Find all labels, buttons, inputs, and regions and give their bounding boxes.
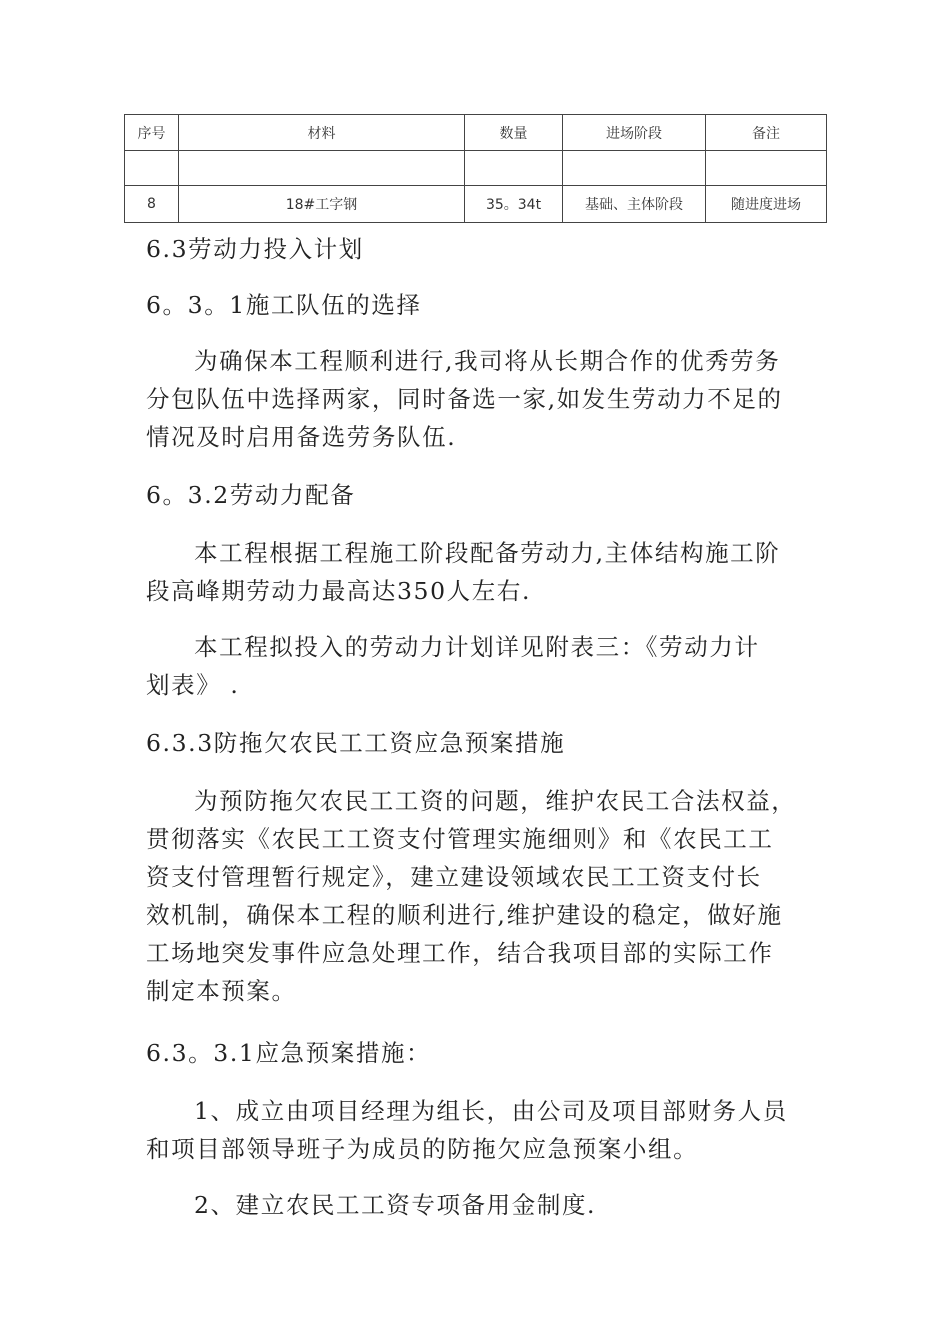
heading-6-3-1: 6。3。1施工队伍的选择: [146, 291, 422, 319]
text-line: 情况及时启用备选劳务队伍.: [146, 423, 457, 451]
materials-table: [124, 114, 827, 223]
header-remark: 备注: [706, 115, 827, 151]
text-line: 为确保本工程顺利进行,我司将从长期合作的优秀劳务: [194, 347, 781, 375]
text-line: 1、成立由项目经理为组长，由公司及项目部财务人员: [194, 1097, 788, 1125]
text-line: 和项目部领导班子为成员的防拖欠应急预案小组。: [146, 1135, 699, 1163]
text-line: 制定本预案。: [146, 977, 297, 1005]
text-line: 划表》 .: [146, 671, 240, 699]
table-cell: [179, 151, 465, 186]
header-material: 材料: [179, 115, 465, 151]
table-cell: [706, 151, 827, 186]
text-line: 资支付管理暂行规定》，建立建设领域农民工工资支付长: [146, 863, 762, 891]
paragraph-labor-plan-reference: [146, 628, 816, 704]
table-cell: [563, 151, 706, 186]
header-stage: 进场阶段: [563, 115, 706, 151]
text-line: 本工程根据工程施工阶段配备劳动力,主体结构施工阶: [194, 539, 781, 567]
heading-6-3-3-1: 6.3。3.1应急预案措施：: [146, 1039, 432, 1067]
list-item-1: [146, 1092, 816, 1168]
text-line: 贯彻落实《农民工工资支付管理实施细则》和《农民工工: [146, 825, 774, 853]
table-row: [125, 151, 827, 186]
heading-6-3-2: 6。3.2劳动力配备: [146, 481, 356, 509]
text-line: 为预防拖欠农民工工资的问题，维护农民工合法权益，: [194, 787, 797, 815]
table-cell: [125, 151, 179, 186]
table-cell: 基础、主体阶段: [563, 186, 706, 223]
paragraph-wage-arrears-prevention: [146, 782, 816, 1010]
heading-6-3-3: 6.3.3防拖欠农民工工资应急预案措施: [146, 729, 566, 757]
header-index: 序号: [125, 115, 179, 151]
table-cell: 35。34t: [465, 186, 563, 223]
table-header-row: [125, 115, 827, 151]
table-row: [125, 186, 827, 223]
text-line: 工场地突发事件应急处理工作，结合我项目部的实际工作: [146, 939, 774, 967]
paragraph-labor-allocation: [146, 534, 816, 610]
text-line: 分包队伍中选择两家，同时备选一家,如发生劳动力不足的: [146, 385, 783, 413]
text-line: 段高峰期劳动力最高达350人左右.: [146, 577, 532, 605]
list-item-2: 2、建立农民工工资专项备用金制度.: [194, 1191, 597, 1219]
header-quantity: 数量: [465, 115, 563, 151]
table-cell: 8: [125, 186, 179, 223]
paragraph-team-selection: [146, 342, 816, 456]
heading-6-3: 6.3劳动力投入计划: [146, 235, 364, 263]
table-cell: [465, 151, 563, 186]
table-cell: 18#工字钢: [179, 186, 465, 223]
text-line: 效机制，确保本工程的顺利进行,维护建设的稳定，做好施: [146, 901, 783, 929]
table-cell: 随进度进场: [706, 186, 827, 223]
text-line: 本工程拟投入的劳动力计划详见附表三：《劳动力计: [194, 633, 760, 661]
